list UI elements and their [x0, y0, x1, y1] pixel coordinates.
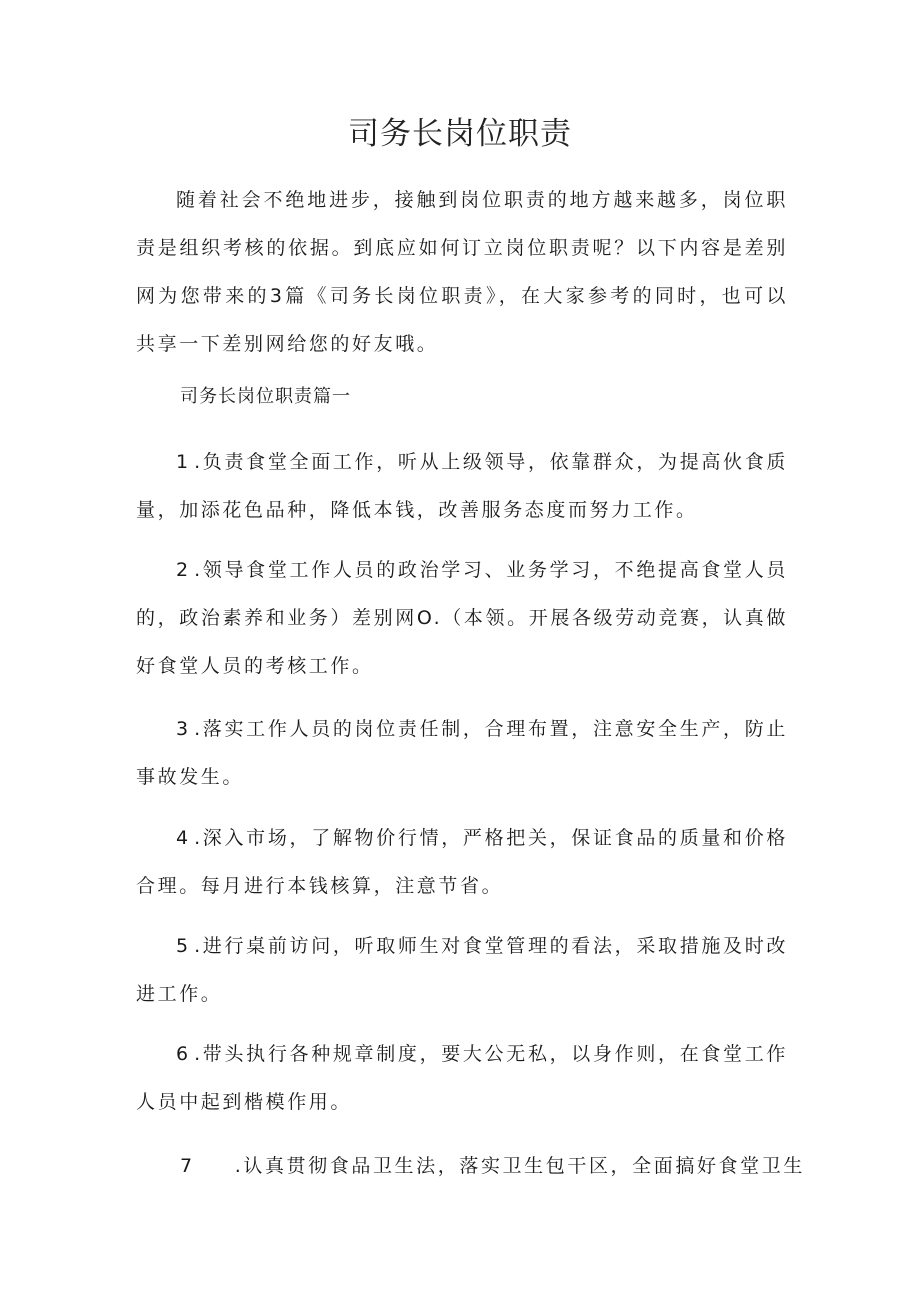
- list-item: [136, 705, 788, 801]
- list-item: [136, 546, 788, 690]
- item-number: 4: [176, 827, 195, 849]
- item-number: 2: [176, 559, 195, 581]
- item-text: .带头执行各种规章制度，要大公无私，以身作则，在食堂工作人员中起到楷模作用。: [136, 1043, 788, 1113]
- list-item: [136, 1030, 788, 1126]
- list-item: [180, 1146, 805, 1186]
- list-item: [136, 438, 788, 534]
- intro-paragraph: 随着社会不绝地进步，接触到岗位职责的地方越来越多，岗位职责是组织考核的依据。到底应如何订立岗位职责呢？以下内容是差别网为您带来的3篇《司务长岗位职责》，在大家参考的同时，也可以共享一下差别网给您的好友哦。: [136, 189, 788, 355]
- item-number: 1: [176, 451, 195, 473]
- document-title: 司务长岗位职责: [348, 116, 572, 152]
- item-text: .落实工作人员的岗位责任制，合理布置，注意安全生产，防止事故发生。: [136, 718, 788, 788]
- item-text: .深入市场，了解物价行情，严格把关，保证食品的质量和价格合理。每月进行本钱核算，注意节省。: [136, 827, 788, 897]
- item-number: 5: [176, 935, 195, 957]
- item-number: 6: [176, 1043, 195, 1065]
- item-number: 3: [176, 718, 195, 740]
- list-item: [136, 814, 788, 910]
- item-text: .认真贯彻食品卫生法，落实卫生包干区，全面搞好食堂卫生: [234, 1155, 805, 1177]
- section-heading: 司务长岗位职责篇一: [180, 386, 351, 407]
- list-item: [136, 922, 788, 1018]
- item-text: .领导食堂工作人员的政治学习、业务学习，不绝提高食堂人员的，政治素养和业务）差别网O.（本领。开展各级劳动竞赛，认真做好食堂人员的考核工作。: [136, 559, 788, 677]
- item-number: 7: [180, 1155, 195, 1177]
- item-text: .进行桌前访问，听取师生对食堂管理的看法，采取措施及时改进工作。: [136, 935, 788, 1005]
- item-text: .负责食堂全面工作，听从上级领导，依靠群众，为提高伙食质量，加添花色品种，降低本钱，改善服务态度而努力工作。: [136, 451, 788, 521]
